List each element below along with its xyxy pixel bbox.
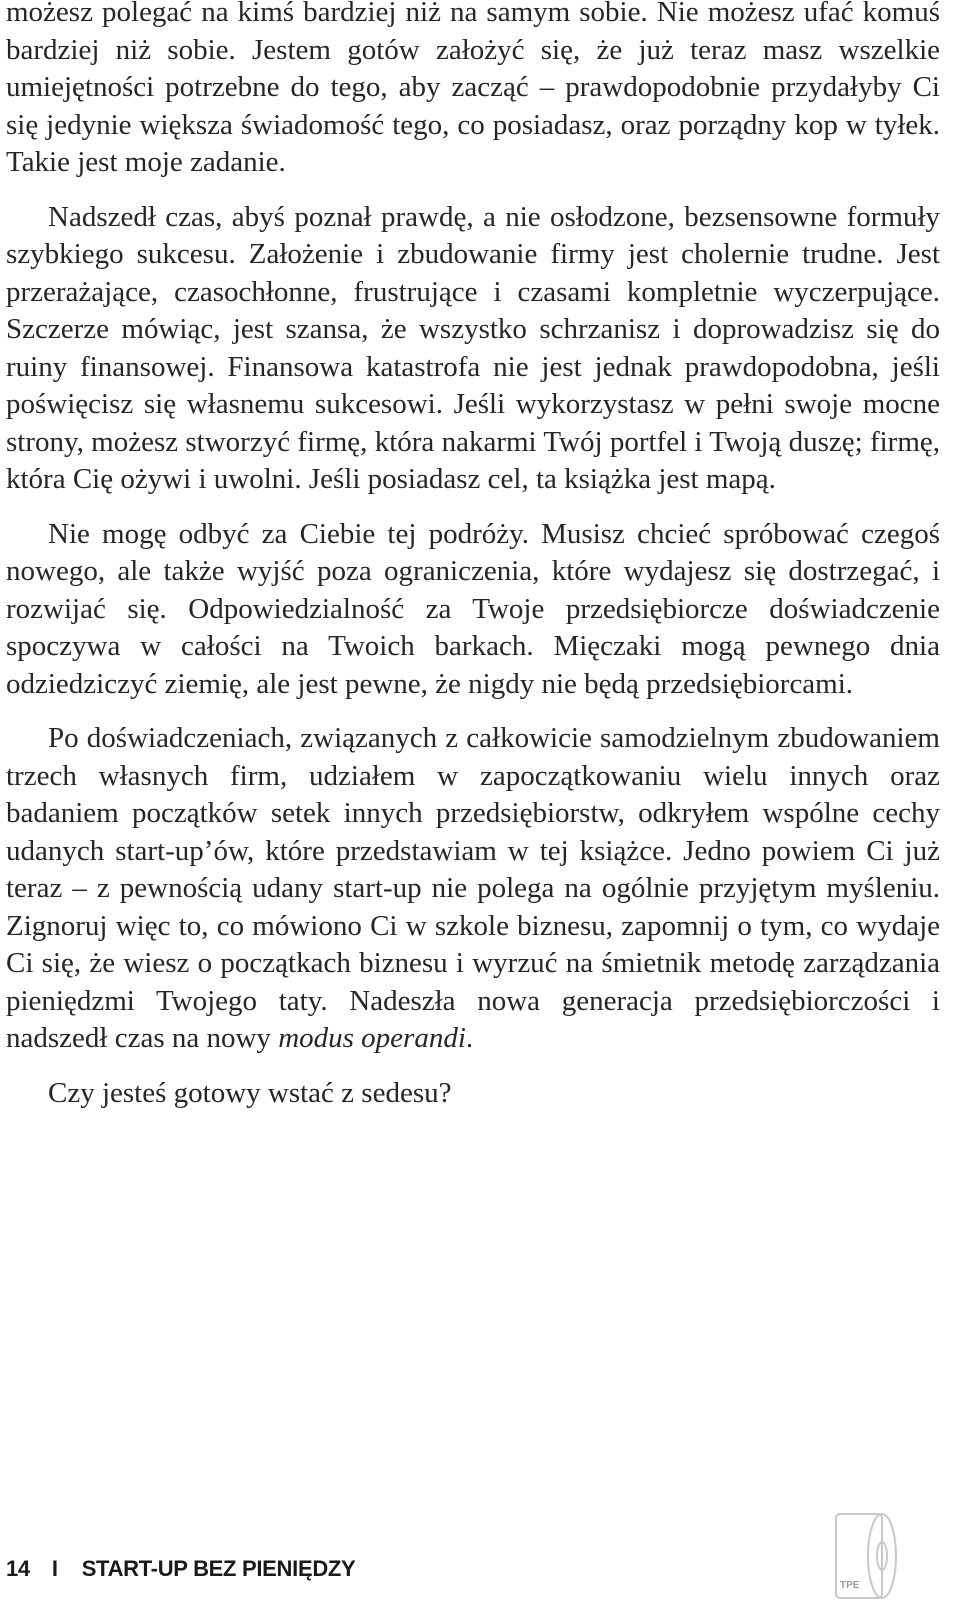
paragraph-2: Nadszedł czas, abyś poznał prawdę, a nie osłodzone, bezsensowne formuły szybkiego sukcesu. Założenie i zbudowanie firmy jest cholernie trudne. Jest przerażające, czasochłonne, frustrujące i czasami kompletnie wyczerpujące. Szczerze mówiąc, jest szansa, że wszystko schrzanisz i doprowadzisz się do ruiny finansowej. Finansowa katastrofa nie jest jednak prawdopodobna, jeśli poświęcisz się własnemu sukcesowi. Jeśli wykorzystasz w pełni swoje mocne strony, możesz stworzyć firmę, która nakarmi Twój portfel i Twoją duszę; firmę, która Cię ożywi i uwolni. Jeśli posiadasz cel, ta książka jest mapą. bbox=[6, 200, 940, 495]
paragraph-5: Czy jesteś gotowy wstać z sedesu? bbox=[48, 1076, 452, 1109]
toilet-paper-roll-icon bbox=[832, 1500, 900, 1612]
italic-phrase: modus operandi bbox=[278, 1022, 466, 1054]
paragraph-1: możesz polegać na kimś bardziej niż na samym sobie. Nie możesz ufać komuś bardziej niż sobie. Jestem gotów założyć się, że już teraz masz wszelkie umiejętności potrzebne do tego, aby zacząć – prawdopodobnie przydałyby Ci się jedynie większa świadomość tego, co posiadasz, oraz porządny kop w tyłek. Takie jest moje zadanie. bbox=[6, 0, 940, 178]
paragraph-3: Nie mogę odbyć za Ciebie tej podróży. Musisz chcieć spróbować czegoś nowego, ale także wyjść poza ograniczenia, które wydajesz się dostrzegać, i rozwijać się. Odpowiedzialność za Twoje przedsiębiorcze doświadczenie spoczywa w całości na Twoich barkach. Mięczaki mogą pewnego dnia odziedziczyć ziemię, ale jest pewne, że nigdy nie będą przedsiębiorcami. bbox=[6, 517, 940, 700]
page-number: 14 bbox=[6, 1556, 30, 1581]
book-title: START-UP BEZ PIENIĘDZY bbox=[81, 1556, 356, 1581]
page-footer bbox=[6, 1556, 355, 1582]
body-text bbox=[6, 0, 940, 1129]
logo-text: TPE bbox=[840, 1580, 860, 1591]
footer-separator: I bbox=[51, 1556, 58, 1581]
paragraph-4-text: Po doświadczeniach, związanych z całkowicie samodzielnym zbudowaniem trzech własnych firm, udziałem w zapoczątkowaniu wielu innych oraz badaniem początków setek innych przedsiębiorstw, odkryłem wspólne cechy udanych start-up’ów, które przedstawiam w tej książce. Jedno powiem Ci już teraz – z pewnością udany start-up nie polega na ogólnie przyjętym myśleniu. Zignoruj więc to, co mówiono Ci w szkole biznesu, zapomnij o tym, co wydaje Ci się, że wiesz o początkach biznesu i wyrzuć na śmietnik metodę zarządzania pieniędzmi Twojego taty. Nadeszła nowa generacja przedsiębiorczości i nadszedł czas na nowy bbox=[6, 722, 940, 1054]
paragraph-4 bbox=[6, 720, 940, 1058]
paragraph-4-punct: . bbox=[465, 1022, 474, 1054]
